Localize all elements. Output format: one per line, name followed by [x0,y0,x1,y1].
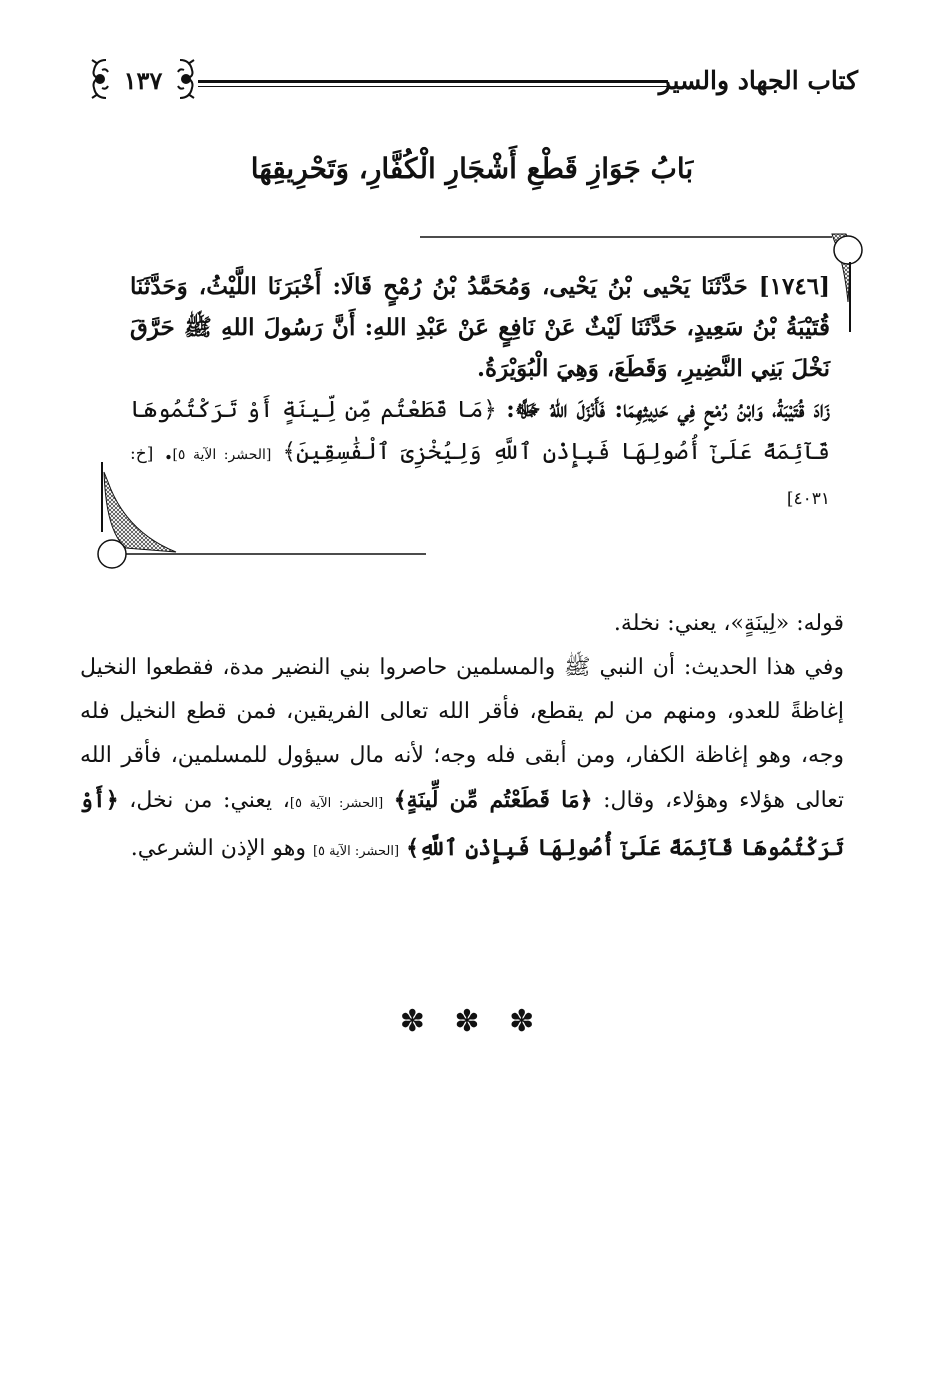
commentary-paragraph-2 [80,646,844,874]
verse-reference: [الحشر: الآية ٥] [172,447,272,463]
commentary [80,602,844,874]
hadith-isnad-2: وَحَدَّثَنَا قُتَيْبَةُ بْنُ سَعِيدٍ، حَدَّثَنَا لَيْثٌ عَنْ نَافِعٍ عَنْ عَبْدِ اللهِ: أَنَّ [130,273,830,341]
hadith-line [130,266,830,389]
bukhari-cross-reference: [خ: ٤٠٣١] [130,444,830,509]
book-title: كتاب الجهاد والسير [658,66,858,95]
verse-reference-2: [الحشر: الآية ٥] [312,844,400,859]
hadith-addition [130,389,830,520]
verse-reference-1: [الحشر: الآية ٥] [289,796,384,811]
hadith-text [130,266,830,520]
header-rule [198,80,668,83]
section-divider-ornament: ✽ ✽ ✽ [399,1004,545,1039]
commentary-text-a: وفي هذا الحديث: أن النبي ﷺ والمسلمين حاصروا بني النضير مدة، فقطعوا النخيل إغاظةً للعدو، ومنهم من لم يقطع، فأقر الله تعالى الفريقين، فمن قطع النخيل فله وجه، وهو إغاظة الكفار، ومن أبقى فله وجه؛ لأنه مال سيؤول للمسلمين، فأقر الله تعالى هؤلاء وهؤلاء، وقال: [80,655,845,813]
quran-verse: ﴿مَا قَطَعْتُم مِّن لِّينَةٍ أَوْ تَرَكْتُمُوهَا قَآئِمَةً عَلَىٰٓ أُصُولِهَا فَبِإِذْنِ ٱللَّهِ وَلِيُخْزِىَ ٱلْفَٰسِقِينَ﴾ [130,397,830,465]
page-number: ١٣٧ [123,66,163,95]
commentary-paragraph-1: قوله: «لِينَةٍ»، يعني: نخلة. [613,611,844,636]
chapter-title: بَابُ جَوَازِ قَطْعِ أَشْجَارِ الْكُفَّارِ، وَتَحْرِيقِهَا [250,152,694,185]
page-header [88,46,858,106]
hadith-addition-lead: زَادَ قُتَيْبَةُ، وَابْنُ رُمْحٍ فِي حَدِيثِهِمَا: فَأَنْزَلَ اللهُ ﷻ: [506,396,830,423]
commentary-text-c: وهو الإذن الشرعي. [130,836,306,861]
hadith-isnad-1: حَدَّثَنَا يَحْيى بْنُ يَحْيى، وَمُحَمَّدُ بْنُ رُمْحٍ قَالَا: أَخْبَرَنَا اللَّيْثُ، [198,273,748,300]
hadith-matn: رَسُولَ اللهِ ﷺ حَرَّقَ نَخْلَ بَنِي النَّضِيرِ، وَقَطَعَ، وَهِيَ الْبُوَيْرَةُ. [130,314,830,382]
hadith-number: [١٧٤٦] [758,273,830,300]
header-rule-thin [198,86,668,87]
page-number-badge [88,54,198,112]
quran-verse-1: ﴿مَا قَطَعْتُم مِّن لِّينَةٍ﴾ [393,787,593,813]
quran-verse-2: ﴿أَوْ تَرَكْتُمُوهَا قَآئِمَةً عَلَىٰٓ أُصُولِهَا فَبِإِذْنِ ٱللَّهِ﴾ [80,787,844,861]
commentary-text-b: ، يعني: من نخل، [129,788,290,813]
end-mark: . [164,438,173,465]
